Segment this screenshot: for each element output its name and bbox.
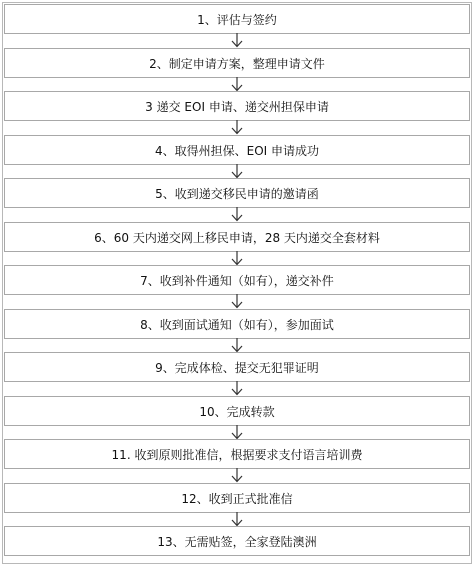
down-arrow-icon	[230, 381, 244, 396]
step-box-9	[4, 352, 470, 382]
step-connector-2	[4, 77, 470, 92]
step-box-7	[4, 265, 470, 295]
step-label-12: 12、收到正式批准信	[181, 491, 293, 506]
step-box-6	[4, 222, 470, 252]
step-connector-8	[4, 338, 470, 353]
step-label-7: 7、收到补件通知（如有），递交补件	[140, 273, 334, 288]
step-label-11: 11. 收到原则批准信，根据要求支付语言培训费	[111, 447, 363, 462]
step-box-2	[4, 48, 470, 78]
down-arrow-icon	[230, 164, 244, 179]
step-box-1	[4, 4, 470, 34]
step-label-3: 3 递交 EOI 申请、递交州担保申请	[145, 99, 329, 114]
step-connector-6	[4, 251, 470, 266]
step-connector-3	[4, 120, 470, 135]
step-label-6: 6、60 天内递交网上移民申请，28 天内递交全套材料	[94, 230, 380, 245]
down-arrow-icon	[230, 468, 244, 483]
step-box-8	[4, 309, 470, 339]
down-arrow-icon	[230, 425, 244, 440]
down-arrow-icon	[230, 120, 244, 135]
step-connector-12	[4, 512, 470, 527]
step-connector-10	[4, 425, 470, 440]
step-label-8: 8、收到面试通知（如有），参加面试	[140, 317, 334, 332]
step-label-9: 9、完成体检、提交无犯罪证明	[155, 360, 319, 375]
step-connector-5	[4, 207, 470, 222]
step-label-4: 4、取得州担保、EOI 申请成功	[154, 143, 320, 158]
step-box-4	[4, 135, 470, 165]
step-box-11	[4, 439, 470, 469]
step-box-10	[4, 396, 470, 426]
step-box-5	[4, 178, 470, 208]
step-label-5: 5、收到递交移民申请的邀请函	[155, 186, 319, 201]
step-connector-11	[4, 468, 470, 483]
down-arrow-icon	[230, 338, 244, 353]
step-connector-1	[4, 33, 470, 48]
step-connector-4	[4, 164, 470, 179]
step-connector-7	[4, 294, 470, 309]
down-arrow-icon	[230, 251, 244, 266]
step-box-3	[4, 91, 470, 121]
step-box-13	[4, 526, 470, 556]
down-arrow-icon	[230, 33, 244, 48]
step-label-13: 13、无需贴签，全家登陆澳洲	[157, 534, 317, 549]
step-connector-9	[4, 381, 470, 396]
step-label-10: 10、完成转款	[199, 404, 275, 419]
down-arrow-icon	[230, 207, 244, 222]
step-box-12	[4, 483, 470, 513]
down-arrow-icon	[230, 294, 244, 309]
step-label-2: 2、制定申请方案，整理申请文件	[149, 56, 325, 71]
down-arrow-icon	[230, 512, 244, 527]
down-arrow-icon	[230, 77, 244, 92]
step-label-1: 1、评估与签约	[197, 12, 277, 27]
